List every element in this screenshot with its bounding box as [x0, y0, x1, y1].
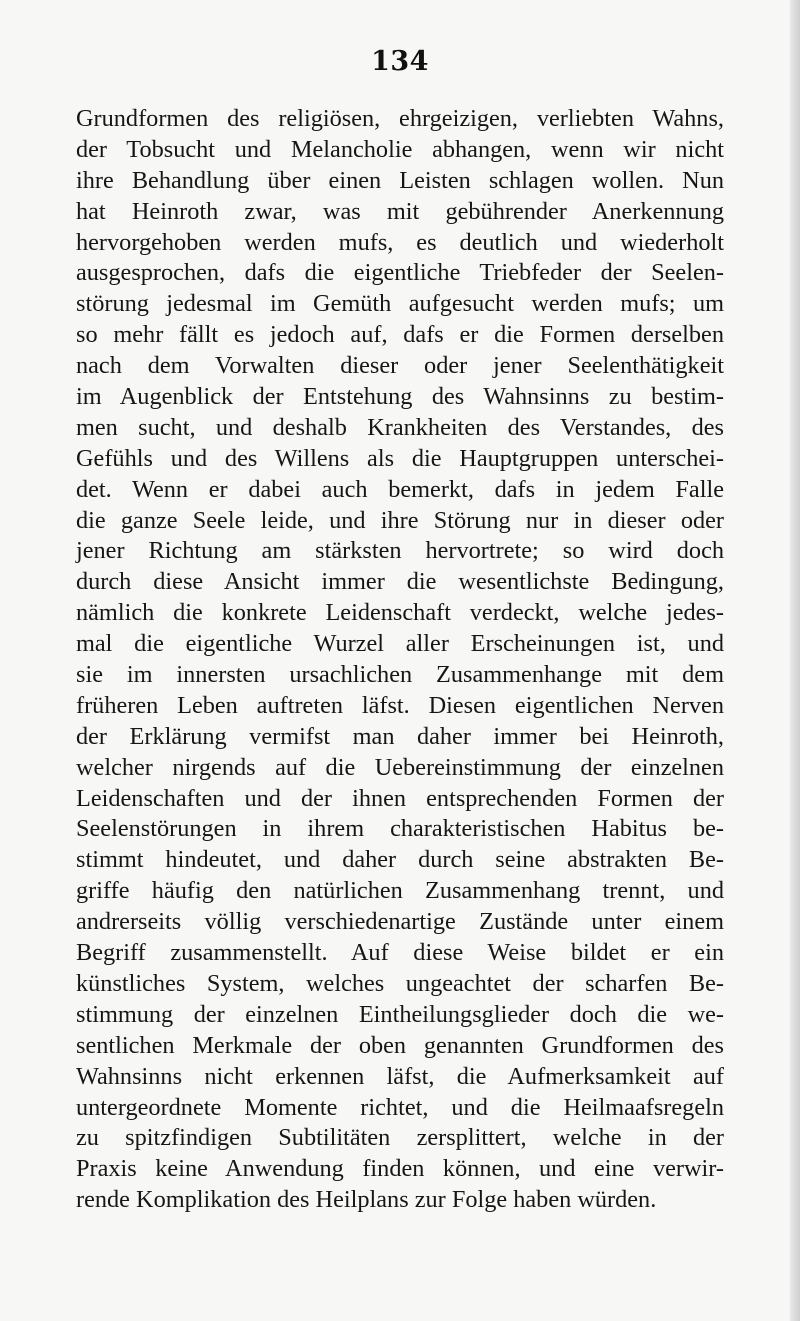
text-line: sentlichen Merkmale der oben genannten Grundformen des — [76, 1031, 724, 1059]
text-line: det. Wenn er dabei auch bemerkt, dafs in jedem Falle — [76, 475, 724, 503]
page-edge — [790, 0, 800, 1321]
text-line: der Erklärung vermifst man daher immer bei Heinroth, — [76, 722, 724, 750]
body-text — [76, 104, 724, 1216]
page-number: 134 — [371, 46, 429, 77]
text-line: nämlich die konkrete Leidenschaft verdeckt, welche jedes- — [76, 599, 724, 627]
text-line: ausgesprochen, dafs die eigentliche Triebfeder der Seelen- — [76, 259, 724, 287]
text-line: Gefühls und des Willens als die Hauptgruppen unterschei- — [76, 444, 724, 472]
text-line: andrerseits völlig verschiedenartige Zustände unter einem — [76, 908, 724, 936]
text-line: störung jedesmal im Gemüth aufgesucht werden mufs; um — [76, 290, 724, 318]
text-line: mal die eigentliche Wurzel aller Erscheinungen ist, und — [76, 630, 724, 658]
text-line: stimmt hindeutet, und daher durch seine abstrakten Be- — [76, 846, 724, 874]
text-line: hervorgehoben werden mufs, es deutlich und wiederholt — [76, 228, 724, 256]
text-line: ihre Behandlung über einen Leisten schlagen wollen. Nun — [76, 166, 724, 194]
text-line: untergeordnete Momente richtet, und die Heilmaafsregeln — [76, 1093, 724, 1121]
text-line: sie im innersten ursachlichen Zusammenhange mit dem — [76, 661, 724, 689]
text-line: jener Richtung am stärksten hervortrete; so wird doch — [76, 537, 724, 565]
text-line: früheren Leben auftreten läfst. Diesen eigentlichen Nerven — [76, 691, 724, 719]
text-line: zu spitzfindigen Subtilitäten zersplittert, welche in der — [76, 1124, 724, 1152]
text-line: rende Komplikation des Heilplans zur Folge haben würden. — [76, 1186, 657, 1214]
text-line: Seelenstörungen in ihrem charakteristischen Habitus be- — [76, 815, 724, 843]
text-line: durch diese Ansicht immer die wesentlichste Bedingung, — [76, 568, 724, 596]
text-line: der Tobsucht und Melancholie abhangen, wenn wir nicht — [76, 135, 724, 163]
text-line: die ganze Seele leide, und ihre Störung nur in dieser oder — [76, 506, 724, 534]
text-line: men sucht, und deshalb Krankheiten des Verstandes, des — [76, 413, 724, 441]
text-line: Leidenschaften und der ihnen entsprechenden Formen der — [76, 784, 724, 812]
text-line: im Augenblick der Entstehung des Wahnsinns zu bestim- — [76, 383, 724, 411]
text-line: Wahnsinns nicht erkennen läfst, die Aufmerksamkeit auf — [76, 1062, 724, 1090]
text-line: griffe häufig den natürlichen Zusammenhang trennt, und — [76, 877, 724, 905]
text-line: stimmung der einzelnen Eintheilungsglieder doch die we- — [76, 1000, 724, 1028]
text-line: Begriff zusammenstellt. Auf diese Weise bildet er ein — [76, 939, 724, 967]
text-line: Praxis keine Anwendung finden können, und eine verwir- — [76, 1155, 724, 1183]
text-line: welcher nirgends auf die Uebereinstimmung der einzelnen — [76, 753, 724, 781]
text-line: nach dem Vorwalten dieser oder jener Seelenthätigkeit — [76, 352, 724, 380]
text-line: Grundformen des religiösen, ehrgeizigen, verliebten Wahns, — [76, 105, 724, 132]
text-line: künstliches System, welches ungeachtet der scharfen Be- — [76, 969, 724, 997]
text-line: so mehr fällt es jedoch auf, dafs er die Formen derselben — [76, 321, 724, 349]
text-line: hat Heinroth zwar, was mit gebührender Anerkennung — [76, 197, 724, 225]
